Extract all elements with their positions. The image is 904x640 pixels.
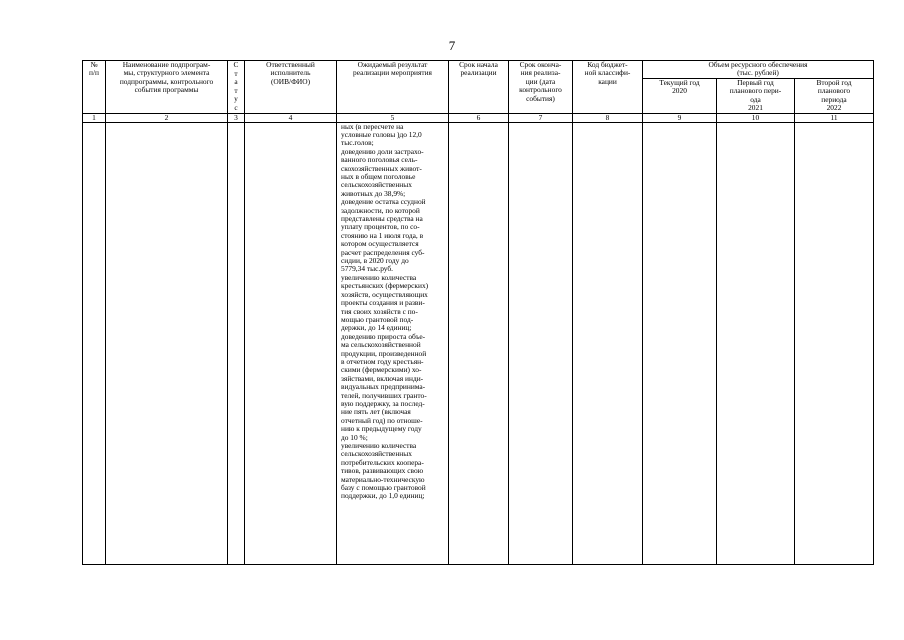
column-number-row <box>83 113 874 122</box>
text-line: продукции, произведенной <box>341 348 427 358</box>
text-line: С <box>233 60 239 69</box>
text-line: мощью грантовой под- <box>341 314 414 324</box>
text-line: тивов, развивающих свою <box>341 466 424 476</box>
text-line: ных (в пересчете на <box>341 122 404 131</box>
text-line: животных до 38,9%; <box>341 188 406 198</box>
text-line: хозяйств, осуществляющих <box>341 289 428 299</box>
column-number: 9 <box>643 113 717 122</box>
program-table <box>82 60 874 565</box>
text-line: с <box>234 102 238 112</box>
text-line: условные головы )до 12,0 <box>341 129 422 139</box>
text-line: проекты создания и разви- <box>341 298 425 308</box>
text-line: сидии, в 2020 году до <box>341 256 409 266</box>
text-line: п/п <box>89 68 99 78</box>
text-line: Срок оконча- <box>519 60 562 69</box>
text-line: мы, структурного элемента <box>123 68 210 78</box>
text-line: 2022 <box>826 103 842 113</box>
text-line: Текущий год <box>659 78 700 87</box>
text-line: Второй год <box>816 78 852 87</box>
text-line: Ожидаемый результат <box>357 60 428 69</box>
cell-budget-code <box>573 122 643 564</box>
text-line: задолжности, по которой <box>341 205 420 215</box>
header-number <box>83 61 106 114</box>
text-line: потребительских коопера- <box>341 457 424 467</box>
text-line: скохозяйственных живот- <box>341 163 422 173</box>
header-first-plan-year <box>717 78 795 113</box>
text-line: контрольного <box>519 85 562 95</box>
text-line: (тыс. рублей) <box>737 68 779 78</box>
table-row <box>83 122 874 564</box>
column-number: 1 <box>83 113 106 122</box>
column-number: 2 <box>106 113 228 122</box>
cell-name <box>106 122 228 564</box>
column-number: 4 <box>245 113 337 122</box>
text-line: крестьянских (фермерских) <box>341 281 429 291</box>
text-line: планового пери- <box>729 86 782 96</box>
header-row-1 <box>83 61 874 79</box>
text-line: планового <box>817 86 851 96</box>
cell-expected-result <box>337 122 449 564</box>
text-line: доведению доли застрахо- <box>341 146 424 156</box>
text-line: 5779,34 тыс.руб. <box>341 264 393 274</box>
header-end-date <box>509 61 573 114</box>
column-number: 8 <box>573 113 643 122</box>
column-number: 6 <box>449 113 509 122</box>
text-line: поддержки, до 1,0 единиц; <box>341 491 425 501</box>
text-line: доведение остатка ссудной <box>341 197 426 207</box>
text-line: (ОИВ/ФИО) <box>270 76 311 86</box>
text-line: 2020 <box>672 86 687 96</box>
text-line: держки, до 14 единиц; <box>341 323 412 333</box>
text-line: ода <box>750 94 761 104</box>
text-line: сельскохозяйственных <box>341 449 412 459</box>
text-line: Код бюджет- <box>587 60 628 69</box>
text-line: тия своих хозяйств с по- <box>341 306 418 316</box>
text-line: № <box>90 60 98 69</box>
text-line: базу с помощью грантовой <box>341 483 426 493</box>
text-line: т <box>234 68 238 78</box>
cell-current-year <box>643 122 717 564</box>
cell-number <box>83 122 106 564</box>
column-number: 11 <box>795 113 874 122</box>
text-line: Ответственный <box>266 60 315 69</box>
header-expected-result <box>337 61 449 114</box>
column-number: 10 <box>717 113 795 122</box>
text-line: вую поддержку, за послед- <box>341 398 425 408</box>
header-name <box>106 61 228 114</box>
text-line: реализации мероприятия <box>353 68 432 78</box>
text-line: зяйствами, включая инди- <box>341 373 424 383</box>
text-line: ния реализа- <box>520 68 561 78</box>
text-line: представлены средства на <box>341 214 423 224</box>
text-line: т <box>234 85 238 95</box>
text-line: у <box>234 94 238 104</box>
cell-second-plan-year <box>795 122 874 564</box>
text-line: доведению прироста объе- <box>341 331 426 341</box>
column-number: 3 <box>228 113 245 122</box>
text-line: расчет распределения суб- <box>341 247 425 257</box>
header-resources <box>643 61 874 79</box>
text-line: увеличению количества <box>341 272 417 282</box>
text-line: телей, получивших гранто- <box>341 390 427 400</box>
header-responsible <box>245 61 337 114</box>
text-line: реализации <box>460 68 497 78</box>
cell-start-date <box>449 122 509 564</box>
text-line: подпрограммы, контрольного <box>119 76 214 86</box>
text-line: ции (дата <box>525 76 556 86</box>
text-line: материально-техническую <box>341 474 425 484</box>
page-number: 7 <box>448 38 456 53</box>
column-number: 7 <box>509 113 573 122</box>
text-line: котором осуществляется <box>341 239 419 249</box>
header-start-date <box>449 61 509 114</box>
text-line: ние пять лет (включая <box>341 407 411 417</box>
header-status <box>228 61 245 114</box>
text-line: ных в общем поголовье <box>341 172 416 181</box>
header-second-plan-year <box>795 78 874 113</box>
text-line: Наименование подпрограм- <box>122 60 211 69</box>
text-line: исполнитель <box>270 68 311 78</box>
text-line: ма сельскохозяйственной <box>341 340 421 350</box>
text-line: нию к предыдущему году <box>341 424 422 434</box>
text-line: события) <box>526 93 555 103</box>
text-line: стоянию на 1 июля года, в <box>341 230 424 240</box>
text-line: Срок начала <box>459 60 498 69</box>
text-line: сельскохозяйственных <box>341 180 412 190</box>
text-line: увеличению количества <box>341 441 417 450</box>
text-line: до 10 %; <box>341 432 368 442</box>
text-line: видуальных предпринима- <box>341 382 426 392</box>
text-line: события программы <box>134 85 199 95</box>
text-line: тыс.голов; <box>341 138 374 148</box>
cell-status <box>228 122 245 564</box>
text-line: в отчетном году крестьян- <box>341 356 424 366</box>
text-line: кации <box>598 76 617 86</box>
cell-responsible <box>245 122 337 564</box>
text-line: Первый год <box>737 78 774 87</box>
text-line: а <box>234 77 238 87</box>
text-line: уплату процентов, по со- <box>341 222 420 232</box>
text-line: скими (фермерскими) хо- <box>341 365 422 375</box>
text-line: ной классифи- <box>584 68 631 78</box>
header-current-year <box>643 78 717 113</box>
text-line: ванного поголовья сель- <box>341 155 418 165</box>
text-line: Объем ресурсного обеспечения <box>708 60 808 69</box>
text-line: отчетный год) по отноше- <box>341 415 423 425</box>
cell-first-plan-year <box>717 122 795 564</box>
cell-end-date <box>509 122 573 564</box>
header-budget-code <box>573 61 643 114</box>
text-line: периода <box>821 94 847 104</box>
column-number: 5 <box>337 113 449 122</box>
text-line: 2021 <box>748 103 763 113</box>
